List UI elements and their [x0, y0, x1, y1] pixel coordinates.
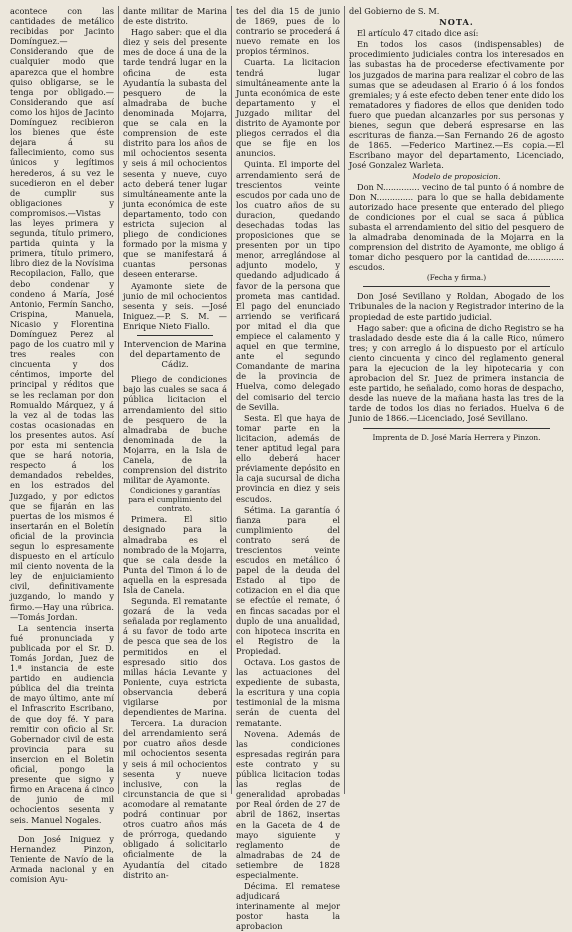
paragraph: Tercera. La duracion del arrendamiento será por cuatro años desde mil ochocientos sesenta y seis á mil ochocientos sesenta y nueve inclusive, con la circunstancia de que si acomodare al rematante podrá continuar por otros cuatro años más de prórroga, quedando obligado á solicitarlo oficialmente de la Ayudantía del citado distrito an-	[123, 718, 227, 880]
paragraph: La sentencia inserta fué pronunciada y publicada por el Sr. D. Tomás Jordan, Juez de 1.ª instancia de este partido en audiencia pública del dia treinta de mayo último, ante mí el Infrascrito Escribano, de que doy fé. Y para remitir con oficio al Sr. Gobernador civil de esta provincia para su insercion en el Boletin oficial, pongo la presente que signo y firmo en Aracena á cinco de junio de mil ochocientos sesenta y seis. Manuel Nogales.	[10, 622, 114, 825]
paragraph: Don José Iniguez y Hernandez Pinzon, Teniente de Navío de la Armada nacional y en comision Ayu-	[10, 833, 114, 884]
paragraph: Don José Sevillano y Roldan, Abogado de los Tribunales de la nacion y Registrador interino de la propiedad de este partido judicial.	[349, 291, 564, 322]
paragraph: Intervencion de Marina del departamento de Cádiz.	[123, 340, 227, 371]
paragraph: dante militar de Marina de este distrito.	[123, 6, 227, 27]
paragraph: En todos los casos (indispensables) de procedimiento judiciales contra los interesados en las subastas ha de procederse efectivamente por los juzgados de marina para realizar el cobro de las sumas que se adeudasen al Erario ó á los fondos gremiales; y á este efecto deben tener ente dido los rematadores y fiadores de ellos que deniden todo fuero que puedan alcanzarles por sus personas y bienes, segun que deberá espresarse en las escrituras de fianza.—San Fernando 26 de agosto de 1865. —Federico Martinez.—Es copia.—El Escribano mayor del departamento, Licenciado, José Gonzalez Warleta.	[349, 39, 564, 171]
paragraph: Quinta. El importe del arrendamiento será de trescientos veinte escudos por cada uno de los cuatro años de su duracion, quedando desechadas todas las proposiciones que se presenten por un tipo menor, arreglándose al adjunto modelo, y quedando adjudicado á favor de la persona que prometa mas cantidad. El pago del enunciado arriendo se verificará por mitad el dia que empiece el calamento y aquel en que termine, ante el segundo Comandante de marina de la provincia de Huelva, como delegado del comisario del tercio de Sevilla.	[236, 159, 340, 412]
column-3	[232, 6, 345, 932]
paragraph: tes del dia 15 de junio de 1869, pues de lo contrario se procederá á nuevo remate en los propios términos.	[236, 6, 340, 57]
columns-container	[6, 6, 568, 932]
column-2	[119, 6, 232, 880]
paragraph: Pliego de condiciones bajo las cuales se saca á pública licitacion el arrendamiento del sitio de pesquero de la almadraba de buche denominada de la Mojarra, en la Isla de Canela, de la comprension del distrito militar de Ayamonte.	[123, 374, 227, 486]
paragraph: Novena. Además de las condiciones espresadas regirán para este contrato y su pública licitacion todas las reglas de generalidad aprobadas por Real órden de 27 de abril de 1862, insertas en la Gaceta de 4 de mayo siguiente y reglamento de almadrabas de 24 de setiembre de 1828 especialmente.	[236, 728, 340, 880]
section-divider	[137, 335, 213, 336]
section-divider	[363, 428, 550, 429]
paragraph: Don N.............. vecino de tal punto ó á nombre de Don N.............. para lo que se halla debidamente autorizado hace presente que enterado del pliego de condiciones por el cual se saca á pública subasta el arrendamiento del sitio del pesquero de la almadraba denominada de la Mojarra en la comprension del distrito de Ayamonte, me obligo á tomar dicho pesquero por la cantidad de.............. escudos.	[349, 181, 564, 273]
paragraph: Modelo de proposicion.	[412, 171, 501, 181]
paragraph: acontece con las cantidades de metálico recibidas por Jacinto Domínguez.—Considerando que de cualquier modo que aparezca que el hombre quiso obligarse, se le tenga por obligado.—Considerando que así como los hijos de Jacinto Domínguez recibieron los bienes que éste dejara á su fallecimiento, como sus únicos y legítimos herederos, á su vez le sucedieron en el deber de cumplir sus obligaciones y compromisos.—Vistas las leyes primera y segunda, título primero, partida quinta y la primera, título primero, libro diez de la Novísima Recopilacion, Fallo, que debo condenar y condeno á María, José Antonio, Fermín Sancho, Crispina, Manuela, Nicasio y Florentina Domínguez Perez al pago de los cuatro mil y tres reales con cincuenta y dos céntimos, importe del principal y réditos que se les reclaman por don Romualdo Márquez, y á la vez al de todas las costas ocasionadas en los presentes autos. Así por esta mi sentencia que se hará notoria, respecto á los demandados rebeldes, en los estrados del Juzgado, y por edictos que se fijarán en las puertas de los mismos é insertarán en el Boletín oficial de la provincia segun lo espresamente dispuesto en el artículo mil ciento noventa de la ley de enjuiciamiento civil, definitivamente juzgando, lo mando y firmo.—Hay una rúbrica.—Tomás Jordan.	[10, 6, 114, 622]
paragraph: Imprenta de D. José María Herrera y Pinzon.	[372, 432, 541, 442]
section-divider	[363, 286, 550, 287]
paragraph: Sétima. La garantía ó fianza para el cumplimiento del contrato será de trescientos veinte escudos en metálico ó papel de la deuda del Estado al tipo de cotizacion en el dia que se efectúe el remate, ó en fincas sacadas por el duplo de una anualidad, con hipoteca inscrita en el Registro de la Propiedad.	[236, 504, 340, 656]
section-divider	[24, 829, 100, 830]
paragraph: NOTA.	[439, 17, 474, 28]
paragraph: Condiciones y garantías para el cumplimiento del contrato.	[128, 486, 222, 514]
paragraph: El artículo 47 citado dice así:	[357, 28, 479, 39]
column-4	[345, 6, 568, 794]
paragraph: Hago saber: que el dia diez y seis del presente mes de doce á una de la tarde tendrá lugar en la oficina de esta Ayudantía la subasta del pesquero de la almadraba de buche denominada Mojarra, que se cala en la comprension de este distrito para los años de mil ochocientos sesenta y seis á mil ochocientos sesenta y nueve, cuyo acto deberá tener lugar simultáneamente ante la junta económica de este departamento, todo con estricta sujecion al pliego de condiciones formado por la misma y que se manifestará á cuantas personas deseen enterarse.	[123, 27, 227, 280]
paragraph: Segunda. El rematante gozará de la veda señalada por reglamento á su favor de todo arte de pesca que sea de los permitidos en el espresado sitio dos millas hácia Levante y Poniente, cuya estricta observancia deberá vigilarse por dependientes de Marina.	[123, 596, 227, 718]
paragraph: Sesta. El que haya de tomar parte en la licitacion, además de tener aptitud legal para ello deberá hacer préviamente depósito en la caja sucursal de dicha provincia en diez y seis escudos.	[236, 412, 340, 504]
paragraph: del Gobierno de S. M.	[349, 6, 440, 16]
paragraph: Hago saber: que a oficina de dicho Registro se ha trasladado desde este dia á la calle Rico, número tres; y con arreglo á lo dispuesto por el artículo ciento cincuenta y cinco del reglamento general para la ejecucion de la ley hipotecaria y con aprobacion del Sr. Juez de primera instancia de este partido, he señalado, como horas de despacho, desde las nueve de la mañana hasta las tres de la tarde de todos los dias no feriados. Huelva 6 de Junio de 1866.—Licenciado, José Sevillano.	[349, 322, 565, 424]
paragraph: Décima. El rematese adjudicará interinamente al mejor postor hasta la aprobacion	[236, 881, 340, 932]
paragraph: Octava. Los gastos de las actuaciones del expediente de subasta, la escritura y una copia testimonial de la misma serán de cuenta del rematante.	[236, 657, 340, 728]
paragraph: Ayamonte siete de junio de mil ochocientos sesenta y seis. —José Iniguez.—P. S. M. —Enrique Nieto Fiallo.	[123, 280, 227, 331]
column-1	[6, 6, 119, 884]
paragraph: (Fecha y firma.)	[426, 273, 487, 283]
paragraph: Primera. El sitio designado para la almadraba es el nombrado de la Mojarra, que se cala desde la Punta del Timon á lo de aquella en la espresada Isla de Canela.	[123, 514, 227, 595]
paragraph: Cuarta. La licitacion tendrá lugar simultáneamente ante la Junta económica de este departamento y el Juzgado militar del distrito de Ayamonte por pliegos cerrados el dia que se fije en los anuncios.	[236, 57, 340, 159]
